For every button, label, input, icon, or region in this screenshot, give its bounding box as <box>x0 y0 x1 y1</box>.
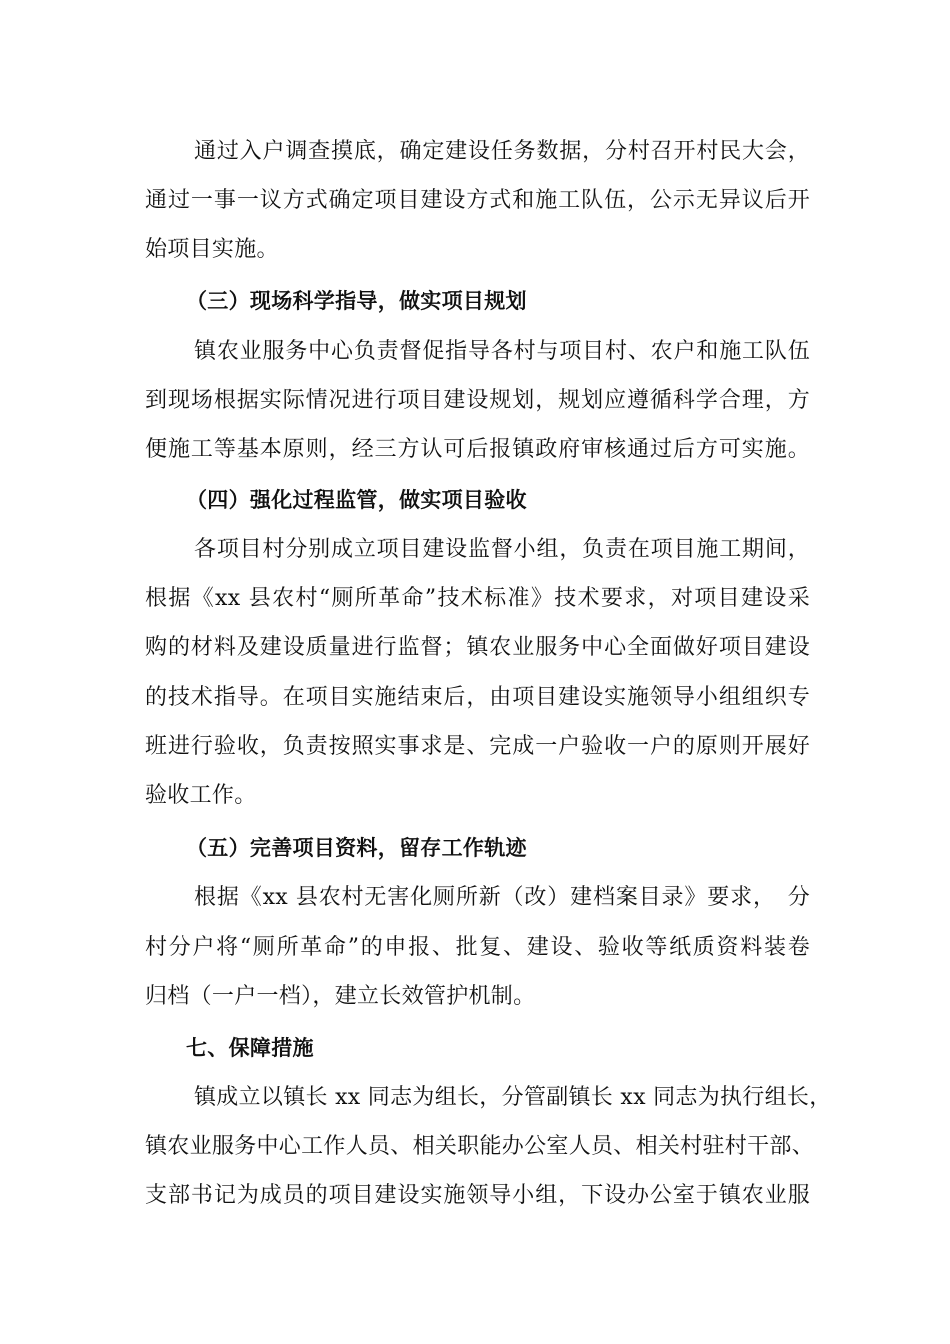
paragraph-line: 镇农业服务中心工作人员、相关职能办公室人员、相关村驻村干部、 <box>145 1134 815 1159</box>
paragraph-line: 镇成立以镇长 xx 同志为组长，分管副镇长 xx 同志为执行组长， <box>194 1085 832 1110</box>
section-heading: （四）强化过程监管，做实项目验收 <box>186 488 527 512</box>
paragraph-line: 通过一事一议方式确定项目建设方式和施工队伍，公示无异议后开 <box>145 188 810 213</box>
section-heading: 七、保障措施 <box>186 1036 314 1060</box>
paragraph-line: 支部书记为成员的项目建设实施领导小组，下设办公室于镇农业服 <box>145 1183 810 1208</box>
paragraph-line: 镇农业服务中心负责督促指导各村与项目村、农户和施工队伍 <box>194 339 810 364</box>
paragraph-line: 归档（一户一档），建立长效管护机制。 <box>145 984 536 1009</box>
paragraph-line: 根据《xx 县农村无害化厕所新（改）建档案目录》要求， 分 <box>194 885 810 910</box>
paragraph-line: 到现场根据实际情况进行项目建设规划，规划应遵循科学合理，方 <box>145 388 810 413</box>
paragraph-line: 的技术指导。在项目实施结束后，由项目建设实施领导小组组织专 <box>145 685 810 710</box>
section-heading: （三）现场科学指导，做实项目规划 <box>186 289 527 313</box>
paragraph-line: 各项目村分别成立项目建设监督小组，负责在项目施工期间， <box>194 537 810 562</box>
section-heading: （五）完善项目资料，留存工作轨迹 <box>186 836 527 860</box>
paragraph-line: 村分户将“厕所革命”的申报、批复、建设、验收等纸质资料装卷 <box>145 935 810 960</box>
paragraph-line: 班进行验收，负责按照实事求是、完成一户验收一户的原则开展好 <box>145 734 810 759</box>
paragraph-line: 便施工等基本原则，经三方认可后报镇政府审核通过后方可实施。 <box>145 437 810 462</box>
paragraph-line: 购的材料及建设质量进行监督；镇农业服务中心全面做好项目建设 <box>145 635 810 660</box>
paragraph-line: 通过入户调查摸底，确定建设任务数据，分村召开村民大会， <box>194 139 810 164</box>
paragraph-line: 根据《xx 县农村“厕所革命”技术标准》技术要求，对项目建设采 <box>145 586 810 611</box>
paragraph-line: 始项目实施。 <box>145 237 279 262</box>
paragraph-line: 验收工作。 <box>145 783 257 808</box>
